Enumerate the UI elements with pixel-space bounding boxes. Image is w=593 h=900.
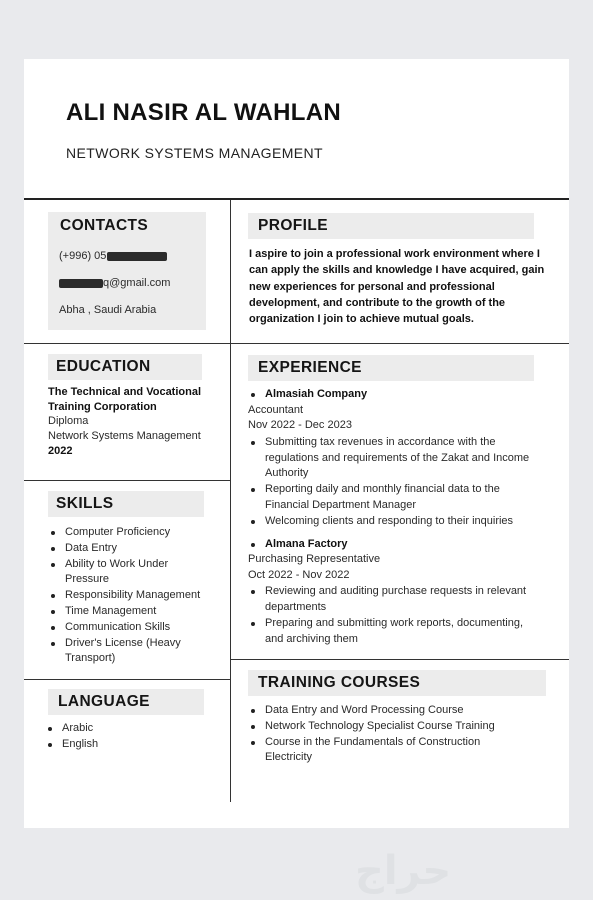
contact-location: Abha , Saudi Arabia xyxy=(59,304,157,316)
job-duty-line: Reporting daily and monthly financial data to the xyxy=(265,483,500,496)
education-field: Network Systems Management xyxy=(48,430,201,442)
job-duty-line: regulations and requirements of the Zakat and Income xyxy=(265,451,530,464)
skill-text: Transport) xyxy=(65,652,116,665)
skill-text: Communication Skills xyxy=(65,620,171,633)
training-item xyxy=(248,703,548,719)
skills-list xyxy=(48,525,228,667)
education-degree: Diploma xyxy=(48,415,89,427)
resume-page xyxy=(24,59,569,828)
header-divider xyxy=(24,198,569,200)
job-duty-line: Submitting tax revenues in accordance with the xyxy=(265,435,496,448)
job-duty xyxy=(248,435,548,482)
row-divider xyxy=(24,343,569,344)
redacted-email xyxy=(59,279,103,288)
skill-item xyxy=(48,525,228,541)
contact-phone-prefix: (+996) 05 xyxy=(59,250,107,262)
skill-item xyxy=(48,636,228,668)
profile-line: new experiences for personal and professional xyxy=(249,280,495,293)
language-heading: LANGUAGE xyxy=(48,689,204,715)
job-duty-line: Financial Department Manager xyxy=(265,498,417,511)
profile-line: development, and contribute to the growth of the xyxy=(249,296,506,309)
left-divider-2 xyxy=(24,679,231,680)
skill-item xyxy=(48,604,228,620)
candidate-name: ALI NASIR AL WAHLAN xyxy=(66,99,342,126)
skill-text: Ability to Work Under xyxy=(65,557,169,570)
profile-line: I aspire to join a professional work environment where I xyxy=(249,248,540,260)
skill-item xyxy=(48,557,228,589)
profile-line: can apply the skills and knowledge I have acquired, gain xyxy=(249,264,545,277)
training-item xyxy=(248,719,548,735)
contact-email-suffix: q@gmail.com xyxy=(103,277,171,289)
skill-text: Responsibility Management xyxy=(65,589,201,602)
job-duty-line: Welcoming clients and responding to their inquiries xyxy=(265,514,514,527)
contacts-heading: CONTACTS xyxy=(48,212,206,240)
job-duty-line: Authority xyxy=(265,467,309,480)
profile-text xyxy=(249,246,544,327)
training-text: Course in the Fundamentals of Construction xyxy=(265,735,481,748)
training-heading: TRAINING COURSES xyxy=(248,670,546,696)
training-list xyxy=(248,703,548,766)
job-duty-line: Reviewing and auditing purchase requests in relevant xyxy=(265,585,527,598)
contact-phone xyxy=(59,248,167,264)
job-role: Accountant xyxy=(248,403,304,416)
skills-heading: SKILLS xyxy=(48,491,204,517)
education-institution: Training Corporation xyxy=(48,400,157,413)
job-dates: Nov 2022 - Dec 2023 xyxy=(248,419,352,432)
skill-text: Time Management xyxy=(65,604,157,617)
training-item xyxy=(248,735,548,767)
job-duty-line: departments xyxy=(265,601,327,614)
training-text: Data Entry and Word Processing Course xyxy=(265,704,464,716)
profile-line: organization I join to achieve mutual goals. xyxy=(249,313,474,326)
column-divider xyxy=(230,200,231,802)
skill-text: Computer Proficiency xyxy=(65,526,171,538)
job-company: Almana Factory xyxy=(248,537,548,553)
experience-heading: EXPERIENCE xyxy=(248,355,534,381)
language-item: English xyxy=(45,737,195,753)
redacted-phone xyxy=(107,252,167,261)
contacts-section xyxy=(48,212,206,330)
contact-email xyxy=(59,275,170,291)
language-list xyxy=(45,721,195,753)
job-duty xyxy=(248,584,548,616)
training-text: Network Technology Specialist Course Training xyxy=(265,719,495,732)
skill-text: Pressure xyxy=(65,573,110,586)
watermark-logo: حراج xyxy=(355,848,452,894)
experience-list xyxy=(248,387,548,648)
skill-item xyxy=(48,620,228,636)
job-duty-line: Preparing and submitting work reports, documenting, xyxy=(265,616,524,629)
education-year: 2022 xyxy=(48,445,73,457)
skill-text: Data Entry xyxy=(65,541,117,554)
skill-text: Driver's License (Heavy xyxy=(65,636,181,649)
education-details xyxy=(48,385,201,459)
skill-item xyxy=(48,588,228,604)
education-heading: EDUCATION xyxy=(48,354,202,380)
job-duty-line: and archiving them xyxy=(265,632,358,645)
education-institution: The Technical and Vocational xyxy=(48,386,202,398)
profile-heading: PROFILE xyxy=(248,213,534,239)
skill-item xyxy=(48,541,228,557)
right-divider xyxy=(231,659,569,660)
language-item: Arabic xyxy=(45,721,195,737)
job-duty xyxy=(248,514,548,530)
candidate-title: NETWORK SYSTEMS MANAGEMENT xyxy=(66,145,323,161)
left-divider xyxy=(24,480,231,481)
training-text: Electricity xyxy=(265,751,313,764)
job-company: Almasiah Company xyxy=(248,387,548,403)
job-dates: Oct 2022 - Nov 2022 xyxy=(248,568,350,581)
job-duty xyxy=(248,616,548,648)
job-duty xyxy=(248,482,548,514)
job-role: Purchasing Representative xyxy=(248,553,381,566)
